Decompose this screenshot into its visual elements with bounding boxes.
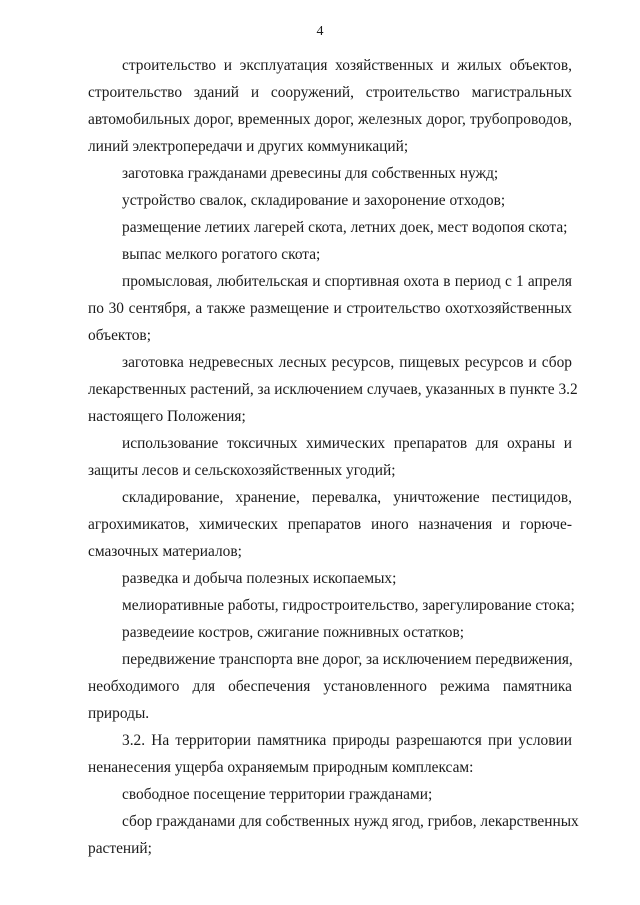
text-line: свободное посещение территории гражданами; bbox=[122, 786, 433, 803]
text-line: по 30 сентября, а также размещение и строительство охотхозяйственных bbox=[88, 300, 572, 317]
text-line: мелиоративные работы, гидростроительство, зарегулирование стока; bbox=[122, 597, 575, 614]
text-line: автомобильных дорог, временных дорог, железных дорог, трубопроводов, bbox=[88, 111, 572, 128]
text-line: линий электропередачи и других коммуникаций; bbox=[88, 138, 409, 155]
text-line: промысловая, любительская и спортивная охота в период с 1 апреля bbox=[122, 273, 572, 290]
text-line: строительство и эксплуатация хозяйственных и жилых объектов, bbox=[122, 57, 572, 74]
text-line: необходимого для обеспечения установленного режима памятника bbox=[88, 678, 572, 695]
text-line: заготовка гражданами древесины для собственных нужд; bbox=[122, 165, 499, 182]
text-line: ненанесения ущерба охраняемым природным комплексам: bbox=[88, 759, 474, 776]
text-line: выпас мелкого рогатого скота; bbox=[122, 246, 321, 263]
text-line: использование токсичных химических препаратов для охраны и bbox=[122, 435, 572, 452]
text-line: разведка и добыча полезных ископаемых; bbox=[122, 570, 397, 587]
text-line: передвижение транспорта вне дорог, за исключением передвижения, bbox=[122, 651, 573, 668]
text-line: 3.2. На территории памятника природы разрешаются при условии bbox=[122, 732, 572, 749]
text-line: природы. bbox=[88, 705, 150, 722]
text-line: устройство свалок, складирование и захоронение отходов; bbox=[122, 192, 506, 209]
text-line: настоящего Положения; bbox=[88, 408, 246, 425]
text-line: агрохимикатов, химических препаратов иного назначения и горюче- bbox=[88, 516, 572, 533]
text-line: строительство зданий и сооружений, строительство магистральных bbox=[88, 84, 572, 101]
text-line: защиты лесов и сельскохозяйственных угодий; bbox=[88, 462, 396, 479]
text-line: объектов; bbox=[88, 327, 151, 344]
text-line: сбор гражданами для собственных нужд ягод, грибов, лекарственных bbox=[122, 813, 579, 830]
text-line: складирование, хранение, перевалка, уничтожение пестицидов, bbox=[122, 489, 572, 506]
text-line: разведеиие костров, сжигание пожнивных остатков; bbox=[122, 624, 465, 641]
page-number: 4 bbox=[316, 24, 324, 39]
text-line: заготовка недревесных лесных ресурсов, пищевых ресурсов и сбор bbox=[122, 354, 572, 371]
text-line: смазочных материалов; bbox=[88, 543, 242, 560]
text-line: растений; bbox=[88, 840, 152, 857]
text-line: лекарственных растений, за исключением случаев, указанных в пункте 3.2 bbox=[88, 381, 578, 398]
text-line: размещение летиих лагерей скота, летних доек, мест водопоя скота; bbox=[122, 219, 568, 236]
